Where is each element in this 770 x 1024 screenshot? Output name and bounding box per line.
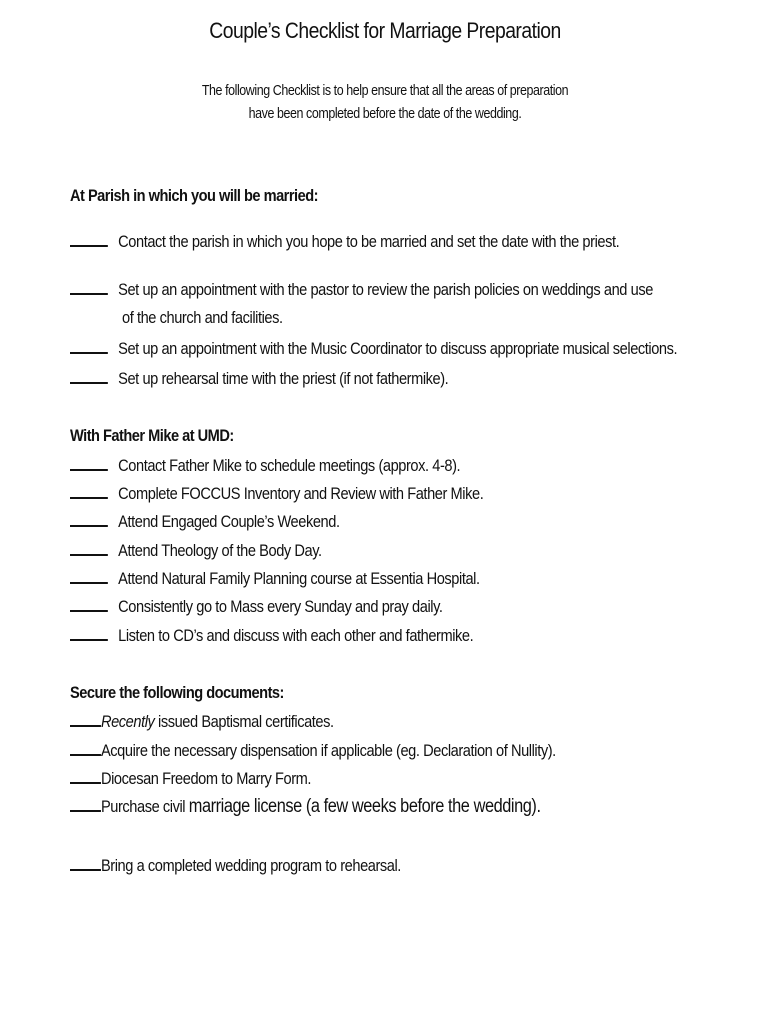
checkbox-blank[interactable]	[70, 711, 101, 727]
checkbox-blank[interactable]	[70, 279, 108, 295]
checklist-item	[70, 540, 322, 561]
item-text: Contact Father Mike to schedule meetings (approx. 4-8).	[118, 456, 461, 475]
checklist-item	[70, 483, 483, 504]
checkbox-blank[interactable]	[70, 796, 101, 812]
item-text: Consistently go to Mass every Sunday and pray daily.	[118, 597, 443, 616]
checkbox-blank[interactable]	[70, 540, 108, 556]
item-text: Complete FOCCUS Inventory and Review with Father Mike.	[118, 484, 484, 503]
checkbox-blank[interactable]	[70, 855, 101, 871]
checkbox-blank[interactable]	[70, 596, 108, 612]
checkbox-blank[interactable]	[70, 625, 108, 641]
checkbox-blank[interactable]	[70, 568, 108, 584]
checklist-item	[70, 855, 401, 876]
checkbox-blank[interactable]	[70, 338, 108, 354]
item-text: Attend Engaged Couple’s Weekend.	[118, 512, 340, 531]
item-text: Attend Theology of the Body Day.	[118, 541, 322, 560]
documents-heading: Secure the following documents:	[70, 683, 284, 702]
checklist-item	[70, 279, 653, 300]
item-text: Contact the parish in which you hope to be married and set the date with the priest.	[118, 232, 620, 251]
checklist-item	[70, 796, 541, 818]
checklist-item	[70, 625, 473, 646]
item-emphasis: Recently	[100, 712, 155, 731]
item-text: Set up an appointment with the Music Coordinator to discuss appropriate musical selections.	[118, 339, 678, 358]
item-text: Purchase civil	[100, 797, 189, 816]
item-text: Attend Natural Family Planning course at Essentia Hospital.	[118, 569, 480, 588]
item-text: Set up an appointment with the pastor to review the parish policies on weddings and use	[118, 280, 653, 299]
checklist-item	[70, 338, 677, 359]
page-title: Couple’s Checklist for Marriage Preparation	[209, 18, 561, 43]
checklist-item	[70, 711, 334, 732]
father-mike-heading: With Father Mike at UMD:	[70, 426, 234, 445]
item-text: Set up rehearsal time with the priest (if not fathermike).	[118, 369, 449, 388]
checklist-item	[70, 596, 443, 617]
item-text: Acquire the necessary dispensation if applicable (eg. Declaration of Nullity).	[100, 741, 556, 760]
checkbox-blank[interactable]	[70, 368, 108, 384]
intro-line-2: have been completed before the date of the wedding.	[248, 106, 522, 122]
item-text: Diocesan Freedom to Marry Form.	[100, 769, 312, 788]
checklist-item	[70, 455, 460, 476]
checkbox-blank[interactable]	[70, 511, 108, 527]
checkbox-blank[interactable]	[70, 740, 101, 756]
item-text: issued Baptismal certificates.	[154, 712, 334, 731]
intro-text	[0, 80, 770, 126]
checkbox-blank[interactable]	[70, 455, 108, 471]
intro-line-1: The following Checklist is to help ensure that all the areas of preparation	[201, 83, 569, 99]
parish-heading: At Parish in which you will be married:	[70, 186, 318, 205]
item-text: Listen to CD’s and discuss with each other and fathermike.	[118, 626, 474, 645]
checklist-item	[70, 768, 311, 789]
checkbox-blank[interactable]	[70, 768, 101, 784]
item-text-larger: marriage license (a few weeks before the wedding).	[188, 796, 541, 817]
checklist-item	[70, 511, 340, 532]
checklist-item	[70, 368, 448, 389]
item-continuation: of the church and facilities.	[122, 308, 283, 327]
checklist-item	[70, 740, 556, 761]
checklist-item	[70, 231, 619, 252]
item-text: Bring a completed wedding program to rehearsal.	[100, 856, 401, 875]
checkbox-blank[interactable]	[70, 483, 108, 499]
checklist-item	[70, 568, 480, 589]
checkbox-blank[interactable]	[70, 231, 108, 247]
